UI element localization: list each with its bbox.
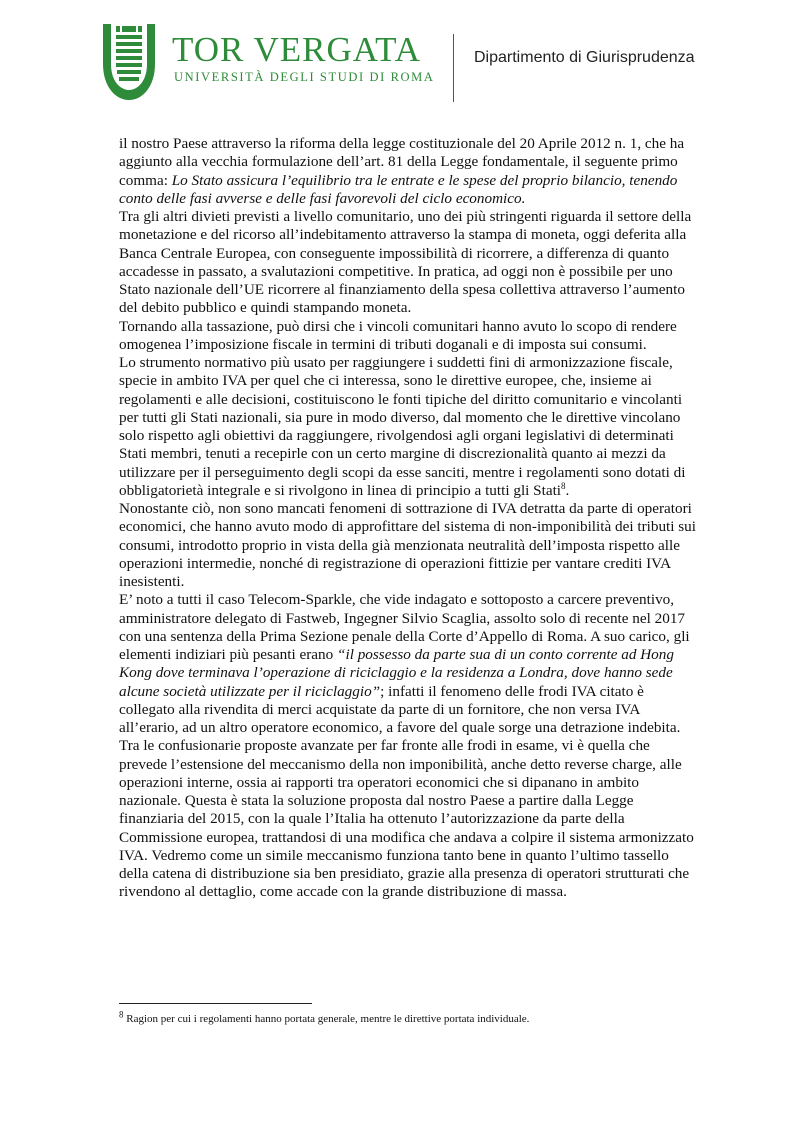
constitutional-quote: Lo Stato assicura l’equilibrio tra le entrate e le spese del proprio bilancio, tenendo conto delle fasi avverse e delle fasi favorevoli del ciclo economico. (119, 171, 678, 207)
footnote-number: 8 (119, 1009, 124, 1020)
paragraph-6: E’ noto a tutti il caso Telecom-Sparkle, che vide indagato e sottoposto a carcere preventivo, amministratore delegato di Fastweb, Ingegner Silvio Scaglia, assolto solo di recente nel 2017 con una sentenza della Prima Sezione penale della Corte d’Appello di Roma. A suo carico, gli elementi indiziari più pesanti erano “il possesso da parte sua di un conto corrente ad Hong Kong dove terminava l’operazione di riciclaggio e la residenza a Londra, dove hanno sede alcune società utilizzate per il riciclaggio”; infatti il fenomeno delle frodi IVA citato è collegato alla rivendita di merci acquistate da parte di un fornitore, che non versa IVA all’erario, ad un altro operatore economico, a favore del quale sorge una detrazione indebita. (119, 591, 690, 736)
header-divider (453, 34, 454, 102)
paragraph-4: Lo strumento normativo più usato per raggiungere i suddetti fini di armonizzazione fiscale, specie in ambito IVA per quel che ci interessa, sono le direttive europee, che, insieme ai regolamenti e alle decisioni, costituiscono le fonti tipiche del diritto comunitario e vincolanti per tutti gli Stati nazionali, sia pure in modo diverso, dal momento che le direttive vincolano solo rispetto agli obiettivi da raggiungere, rivolgendosi agli organi legislativi di determinati Stati membri, tenuti a recepirle con un certo margine di discrezionalità quanto ai mezzi da utilizzare per il perseguimento degli scopi da esse sanciti, mentre i regolamenti sono dotati di obbligatorietà integrale e si rivolgono in linea di principio a tutti gli Stati$^8$. (119, 354, 686, 499)
university-logo-icon (103, 24, 155, 100)
footnote-separator (119, 1003, 312, 1004)
paragraph-3: Tornando alla tassazione, può dirsi che i vincoli comunitari hanno avuto lo scopo di rendere omogenea l’imposizione fiscale in termini di tributi doganali e di imposta sui consumi. (119, 317, 677, 353)
court-quote: “il possesso da parte sua di un conto corrente ad Hong Kong dove terminava l’operazione di riciclaggio e la residenza a Londra, dove hanno sede alcune società utilizzate per il riciclaggio” (119, 646, 674, 700)
paragraph-5: Nonostante ciò, non sono mancati fenomeni di sottrazione di IVA detratta da parte di operatori economici, che hanno avuto modo di approfittare del sistema di non-imponibilità dei tributi sui consumi, introdotto proprio in vista della già menzionata neutralità dell’imposta rispetto alle operazioni intermedie, nonché di registrazione di operazioni fittizie per vantare crediti IVA inesistenti. (119, 500, 696, 590)
paragraph-2: Tra gli altri divieti previsti a livello comunitario, uno dei più stringenti riguarda il settore della monetazione e del ricorso all’indebitamento attraverso la stampa di moneta, oggi deferita alla Banca Centrale Europea, con conseguente impossibilità di ricorrere, a differenza di quanto accadesse in passato, a svalutazioni competitive. In pratica, ad oggi non è possibile per uno Stato nazionale dell’UE ricorrere al finanziamento della spesa collettiva attraverso l’aumento del debito pubblico e quindi stampando moneta. (119, 208, 692, 317)
footnote (119, 1009, 697, 1026)
footnote-text: Ragion per cui i regolamenti hanno portata generale, mentre le direttive portata individuale. (123, 1013, 530, 1025)
body-text (119, 135, 697, 902)
department-name: Dipartimento di Giurisprudenza (474, 49, 695, 66)
page-header (0, 0, 794, 110)
footnote-reference[interactable]: 8 (561, 480, 566, 491)
paragraph-7: Tra le confusionarie proposte avanzate per far fronte alle frodi in esame, vi è quella che prevede l’estensione del meccanismo della non imponibilità, anche detto reverse charge, alle operazioni interne, ossia ai rapporti tra operatori economici che si dipanano in ambito nazionale. Questa è stata la soluzione proposta dal nostro Paese a partire dalla Legge finanziaria del 2015, con la quale l’Italia ha ottenuto l’autorizzazione da parte della Commissione europea, trattandosi di una modifica che andava a colpire il sistema armonizzato IVA. Vedremo come un simile meccanismo funziona tanto bene in quanto l’ultimo tassello della catena di distribuzione sia ben presidiato, grazie alla presenza di operatori strutturati che rivendono al dettaglio, come accade con la grande distribuzione di massa. (119, 737, 694, 901)
university-subtitle: UNIVERSITÀ DEGLI STUDI DI ROMA (174, 70, 435, 84)
university-name: TOR VERGATA (172, 30, 422, 69)
paragraph-1: il nostro Paese attraverso la riforma della legge costituzionale del 20 Aprile 2012 n. 1, che ha aggiunto alla vecchia formulazione dell’art. 81 della Legge fondamentale, il seguente primo comma: Lo Stato assicura l’equilibrio tra le entrate e le spese del proprio bilancio, tenendo conto delle fasi avverse e delle fasi favorevoli del ciclo economico. (119, 135, 685, 207)
